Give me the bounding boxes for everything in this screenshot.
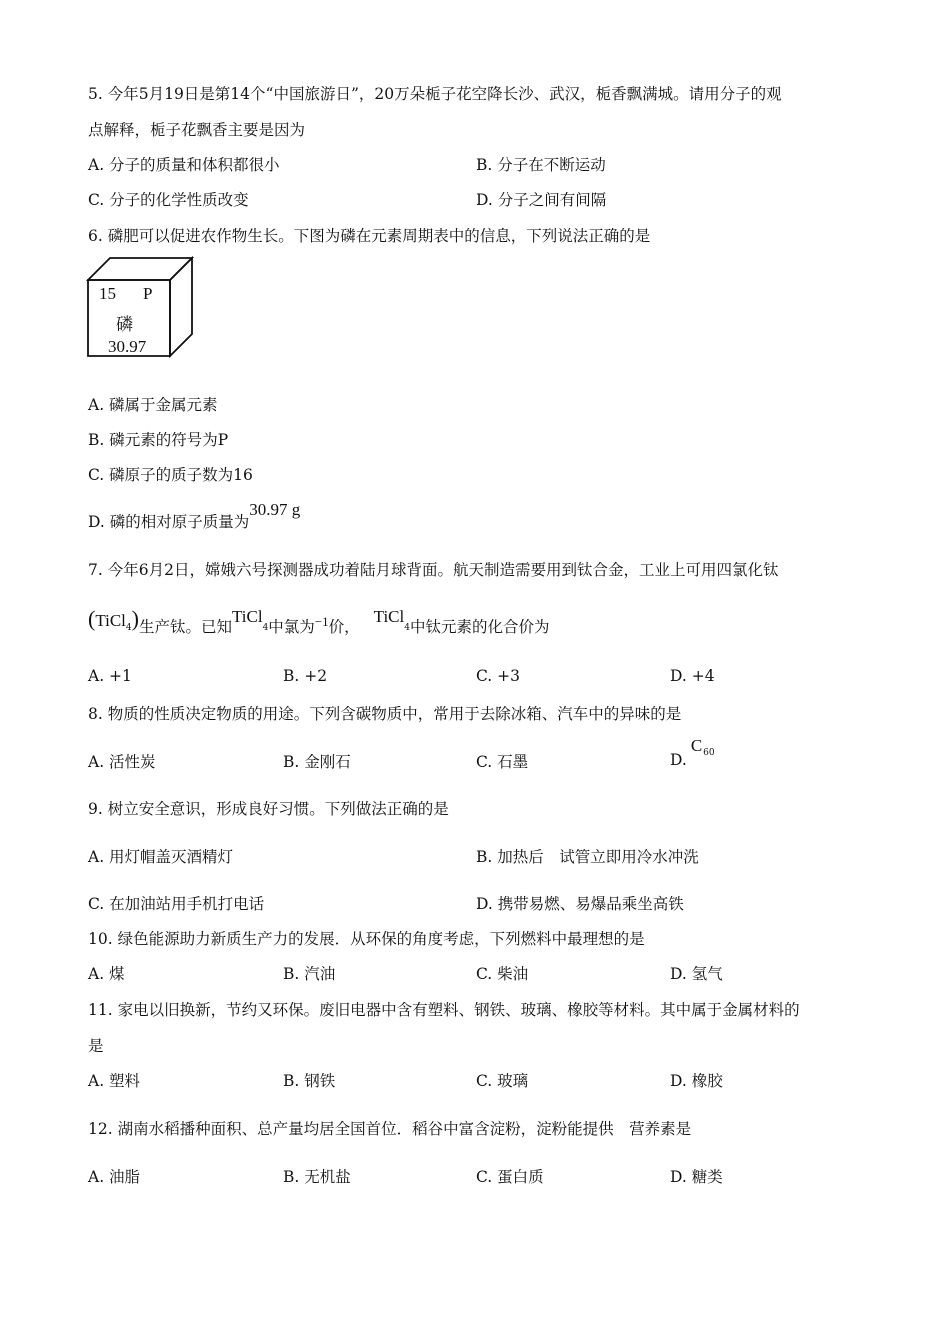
q9-option-d: D. 携带易燃、易爆品乘坐高铁 [476,895,684,913]
q7-formula-3-sub: 4 [404,623,410,633]
q10-stem: 10. 绿色能源助力新质生产力的发展．从环保的角度考虑，下列燃料中最理想的是 [88,930,645,948]
q6-option-d-text: D. 磷的相对原子质量为 [88,513,250,531]
q7-paren-open: ( [88,606,96,631]
q7-formula-2-sub: 4 [262,623,269,633]
q9-stem: 9. 树立安全意识，形成良好习惯。下列做法正确的是 [88,800,449,818]
q7-stem-line2 [88,606,550,636]
q6-option-b: B. 磷元素的符号为P [88,431,229,449]
q6-option-d-value: 30.97 g [249,500,301,519]
q10-option-a: A. 煤 [88,965,125,983]
q8-option-b: B. 金刚石 [283,753,351,771]
q12-stem: 12. 湖南水稻播种面积、总产量均居全国首位．稻谷中富含淀粉，淀粉能提供 营养素是 [88,1120,692,1138]
q6-option-a: A. 磷属于金属元素 [88,396,218,414]
q6-option-c: C. 磷原子的质子数为16 [88,466,253,484]
q5-option-a: A. 分子的质量和体积都很小 [88,156,280,174]
q12-option-b: B. 无机盐 [283,1168,351,1186]
q10-option-c: C. 柴油 [476,965,529,983]
q7-option-b: B. +2 [283,667,328,685]
q9-option-a: A. 用灯帽盖灭酒精灯 [88,848,234,866]
q5-option-d: D. 分子之间有间隔 [476,191,607,209]
q8-option-d [670,736,715,770]
q12-option-d: D. 糖类 [670,1168,723,1186]
q11-option-b: B. 钢铁 [283,1072,336,1090]
q8-option-d-sub: 60 [703,748,715,758]
q7-text-c: 价， [328,618,360,636]
q7-valence: −1 [314,614,329,629]
q11-stem-line2: 是 [88,1037,104,1055]
q7-stem-line1: 7. 今年6月2日，嫦娥六号探测器成功着陆月球背面。航天制造需要用到钛合金，工业上可用四氯化钛 [88,561,779,579]
q8-option-d-formula: C [690,736,703,755]
q7-text-b: 中氯为 [268,618,315,636]
element-name: 磷 [116,315,133,335]
q6-stem: 6. 磷肥可以促进农作物生长。下图为磷在元素周期表中的信息，下列说法正确的是 [88,227,651,245]
q7-paren-close: ) [131,606,139,631]
element-symbol: P [143,284,153,303]
q7-formula-1: TiCl [95,611,126,630]
q11-stem-line1: 11. 家电以旧换新，节约又环保。废旧电器中含有塑料、钢铁、玻璃、橡胶等材料。其中属于金属材料的 [88,1001,800,1019]
q11-option-d: D. 橡胶 [670,1072,723,1090]
element-atomic-number: 15 [99,284,116,303]
q11-option-a: A. 塑料 [88,1072,141,1090]
q7-formula-3: TiCl [373,607,405,626]
q8-option-d-label: D. [670,751,687,769]
q8-stem: 8. 物质的性质决定物质的用途。下列含碳物质中，常用于去除冰箱、汽车中的异味的是 [88,705,682,723]
q5-stem-line2: 点解释，栀子花飘香主要是因为 [88,121,306,139]
q10-option-d: D. 氢气 [670,965,723,983]
q5-option-c: C. 分子的化学性质改变 [88,191,249,209]
q12-option-c: C. 蛋白质 [476,1168,544,1186]
q10-option-b: B. 汽油 [283,965,336,983]
q9-option-b: B. 加热后 试管立即用冷水冲洗 [476,848,699,866]
q8-option-a: A. 活性炭 [88,753,156,771]
q7-option-d: D. +4 [670,667,715,685]
q7-option-a: A. +1 [88,667,132,685]
element-atomic-mass: 30.97 [108,337,147,356]
q7-formula-1-sub: 4 [125,623,132,633]
q9-option-c: C. 在加油站用手机打电话 [88,895,265,913]
q7-formula-2: TiCl [231,607,263,626]
q7-text-a: 生产钛。已知 [138,618,232,636]
q12-option-a: A. 油脂 [88,1168,141,1186]
q6-option-d [88,500,301,532]
q5-option-b: B. 分子在不断运动 [476,156,606,174]
q7-text-d: 中钛元素的化合价为 [409,618,550,636]
q7-option-c: C. +3 [476,667,521,685]
q8-option-c: C. 石墨 [476,753,529,771]
q5-stem-line1: 5. 今年5月19日是第14个“中国旅游日”，20万朵栀子花空降长沙、武汉，栀香飘满城。请用分子的观 [88,85,782,103]
q11-option-c: C. 玻璃 [476,1072,529,1090]
